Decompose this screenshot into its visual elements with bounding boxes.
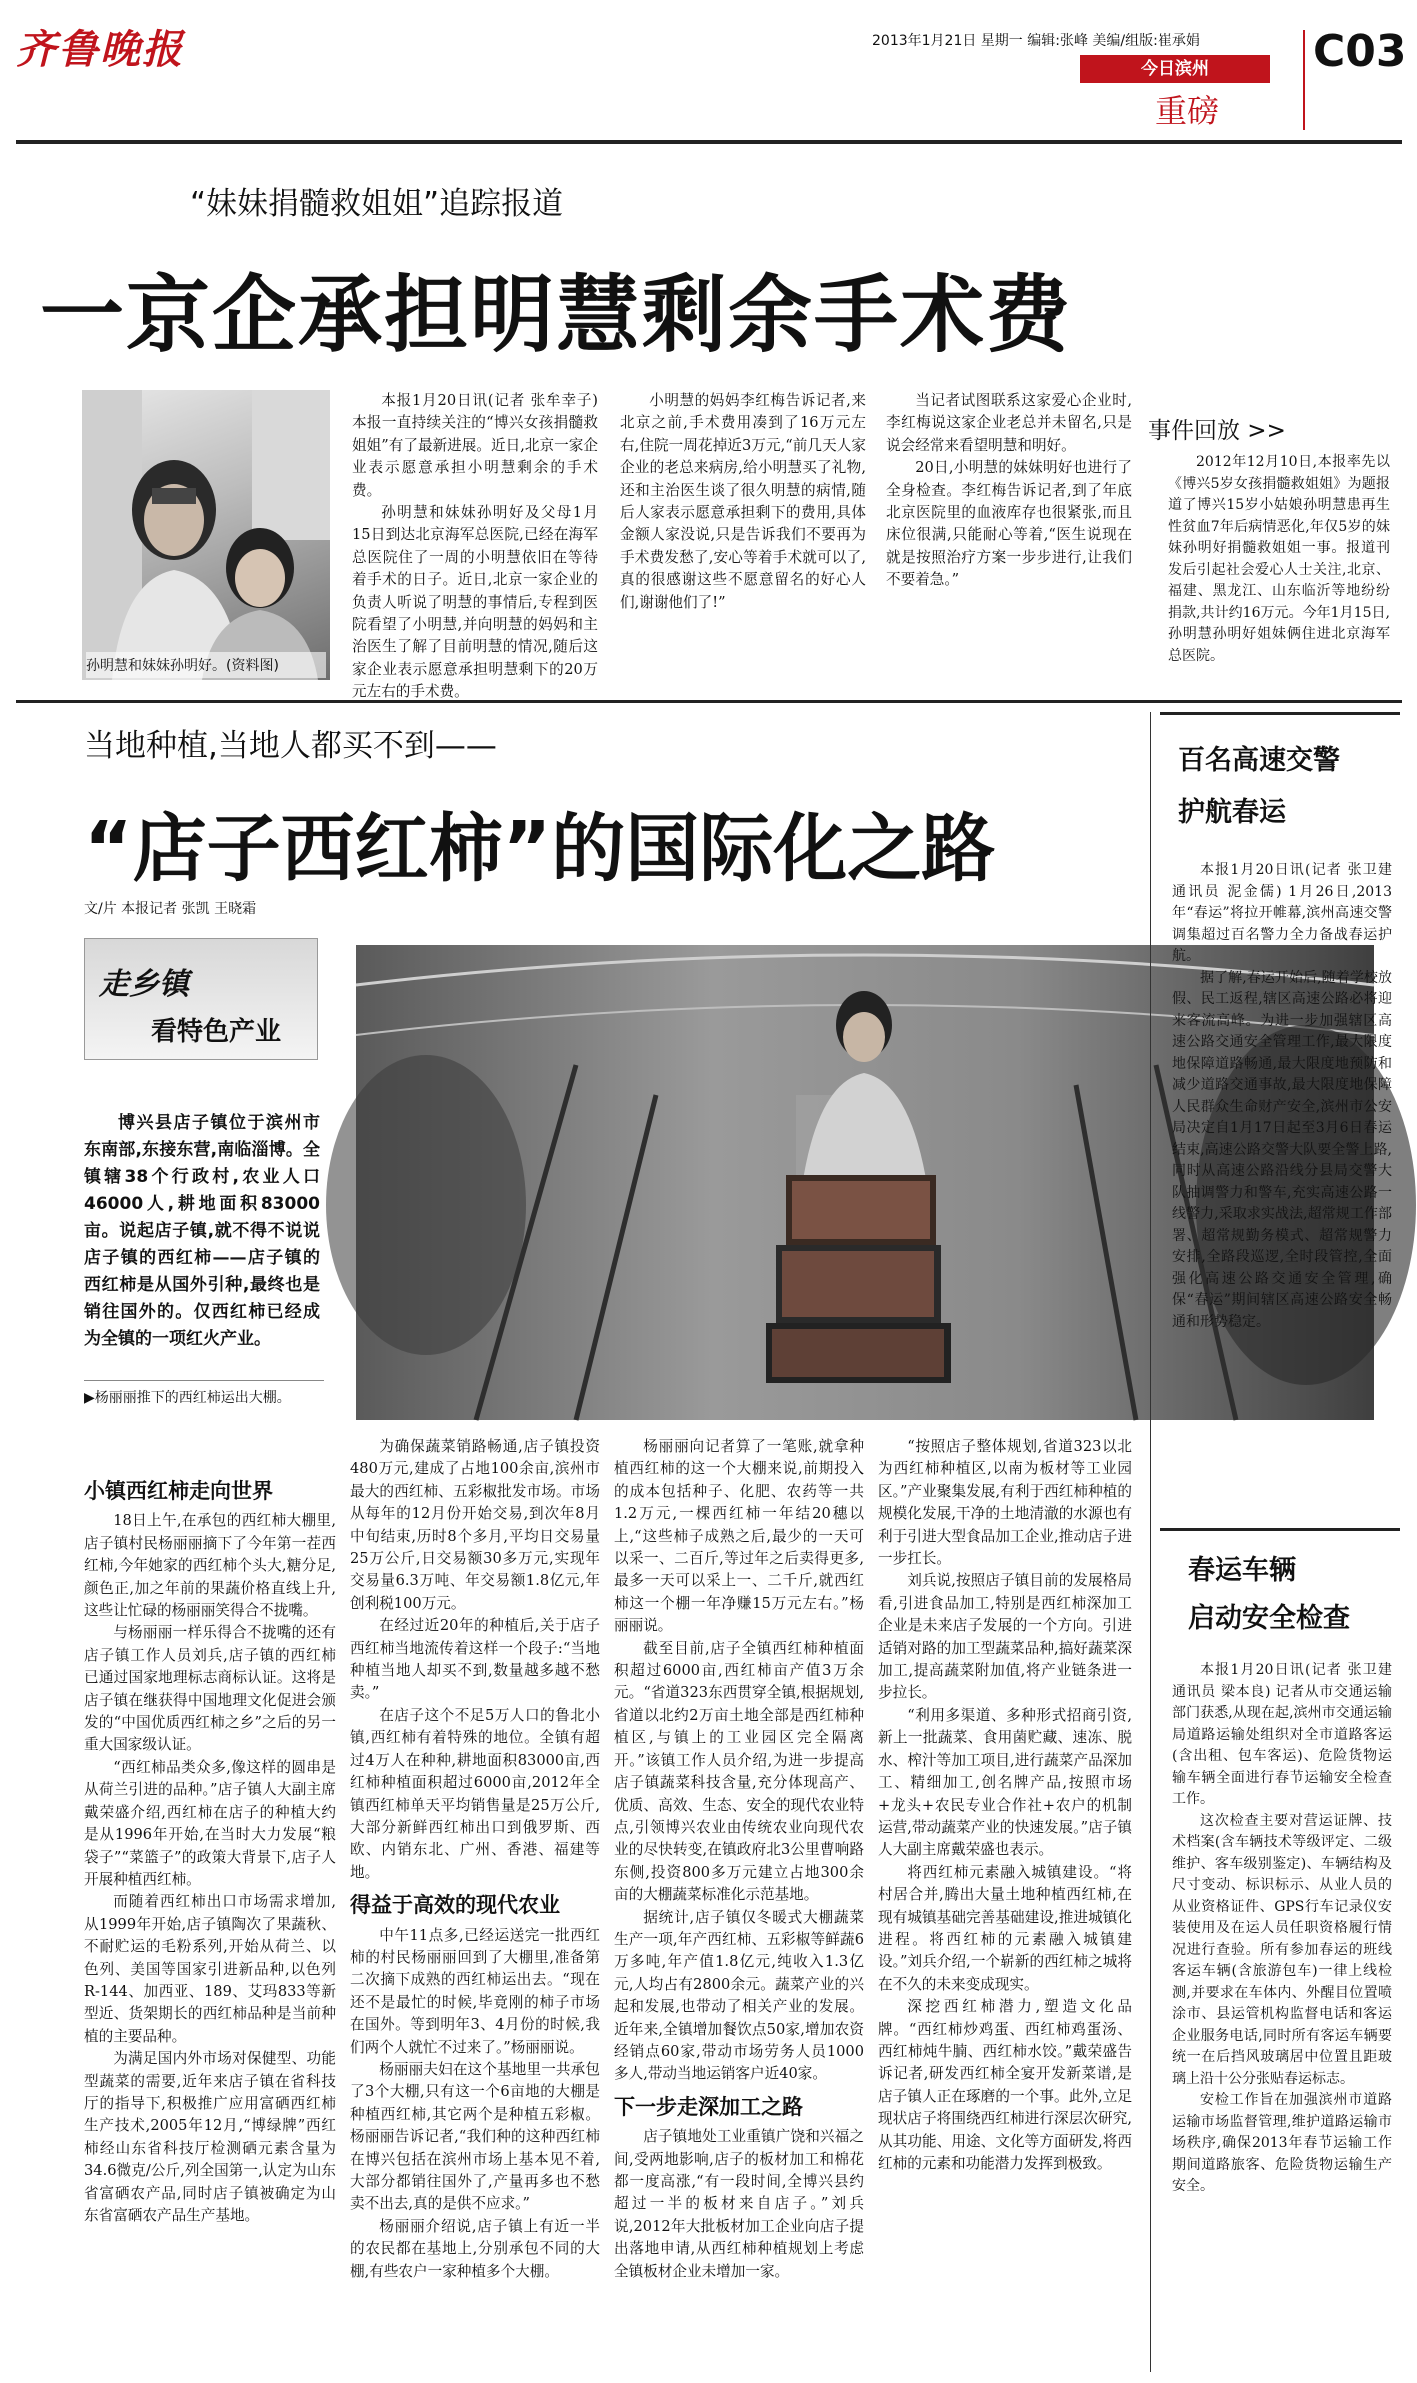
side1-headline-line1: 百名高速交警 bbox=[1178, 745, 1340, 776]
story1-paragraph: 小明慧的妈妈李红梅告诉记者,来北京之前,手术费用凑到了16万元左右,住院一周花掉近3万元,“前几天人家企业的老总来病房,给小明慧买了礼物,还和主治医生谈了很久明慧的病情,随后人家表示愿意承担剩下的费用,具体金额人家没说,只是告诉我们不要再为手术费发愁了,安心等着手术就可以了,真的很感谢这些不愿意留名的好心人们,谢谢他们了!” bbox=[620, 392, 866, 611]
story2-paragraph: “按照店子整体规划,省道323以北为西红柿种植区,以南为板材等工业园区。”产业聚集发展,有利于西红柿种植的规模化发展,干净的土地清澈的水源也有利于引进大型食品加工企业,推动店子进一步扛长。 bbox=[878, 1438, 1132, 1568]
story2-paragraph: 刘兵说,按照店子镇目前的发展格局看,引进食品加工,特别是西红柿深加工企业是未来店子发展的一个方向。引进适销对路的加工型蔬菜品种,搞好蔬菜深加工,提高蔬菜附加值,将产业链条进一步拉长。 bbox=[878, 1572, 1132, 1702]
section-heading: 得益于高效的现代农业 bbox=[350, 1893, 560, 1918]
story2-paragraph: 18日上午,在承包的西红柿大棚里,店子镇村民杨丽丽摘下了今年第一茬西红柿,今年她家的西红柿个头大,糖分足,颜色正,加之年前的果蔬价格直线上升,这些让忙碌的杨丽丽笑得合不拢嘴。 bbox=[84, 1512, 336, 1620]
column-banner bbox=[84, 938, 318, 1060]
story2-intro bbox=[84, 1110, 320, 1368]
story1-column-1 bbox=[352, 390, 598, 701]
event-review-text: 2012年12月10日,本报率先以《博兴5岁女孩捐髓救姐姐》为题报道了博兴15岁小姑娘孙明慧患再生性贫血7年后病情恶化,年仅5岁的妹妹孙明好捐髓救姐姐一事。报道刊发后引起社会爱心人士关注,北京、福建、黑龙江、山东临沂等地纷纷捐款,共计约16万元。今年1月15日,孙明慧孙明好姐妹俩住进北京海军总医院。 bbox=[1168, 454, 1390, 664]
page-number: C03 bbox=[1313, 26, 1407, 77]
section-heading: 小镇西红柿走向世界 bbox=[84, 1479, 273, 1503]
story2-column-2 bbox=[350, 1436, 600, 2370]
event-review-box bbox=[1168, 452, 1390, 682]
side1-body bbox=[1172, 860, 1392, 1520]
side2-paragraph: 本报1月20日讯(记者 张卫建 通讯员 梁本良) 记者从市交通运输部门获悉,从现在起,滨州市交通运输局道路运输处组织对全市道路客运(含出租、包车客运)、危险货物运输车辆全面进行春节运输安全检查工作。 bbox=[1172, 1662, 1392, 1807]
story2-paragraph: 杨丽丽介绍说,店子镇上有近一半的农民都在基地上,分别承包不同的大棚,有些农户一家种植多个大棚。 bbox=[350, 2217, 600, 2280]
story2-paragraph: 深挖西红柿潜力,塑造文化品牌。“西红柿炒鸡蛋、西红柿鸡蛋汤、西红柿炖牛腩、西红柿水饺。”戴荣盛告诉记者,研发西红柿全宴开发新菜谱,是店子镇人正在琢磨的一个事。此外,立足现状店子将围绕西红柿进行深层次研究,从其功能、用途、文化等方面研发,将西红柿的元素和功能潜力发挥到极致。 bbox=[878, 1998, 1132, 2172]
story2-paragraph: 在店子这个不足5万人口的鲁北小镇,西红柿有着特殊的地位。全镇有超过4万人在种种,耕地面积83000亩,西红柿种植面积超过6000亩,2012年全镇西红柿单天平均销售量是25万公斤,大部分新鲜西红柿出口到俄罗斯、西欧、内销东北、广州、香港、福建等地。 bbox=[350, 1706, 600, 1881]
story2-intro-text: 博兴县店子镇位于滨州市东南部,东接东营,南临淄博。全镇辖38个行政村,农业人口46000人,耕地面积83000亩。说起店子镇,就不得不说说店子镇的西红柿——店子镇的西红柿是从国外引种,最终也是销往国外的。仅西红柿已经成为全镇的一项红火产业。 bbox=[84, 1113, 320, 1349]
story1-kicker: “妹妹捐髓救姐姐”追踪报道 bbox=[190, 186, 564, 222]
story2-paragraph: “西红柿品类众多,像这样的圆串是从荷兰引进的品种。”店子镇人大副主席戴荣盛介绍,西红柿在店子的种植大约是从1996年开始,在当时大力发展“粮袋子”“菜篮子”的政策大背景下,店子人开展种植西红柿。 bbox=[84, 1758, 336, 1888]
side1-paragraph: 本报1月20日讯(记者 张卫建 通讯员 泥金儒) 1月26日,2013年“春运”将拉开帷幕,滨州高速交警调集超过百名警力全力备战春运护航。 bbox=[1172, 862, 1392, 964]
story1-paragraph: 当记者试图联系这家爱心企业时,李红梅说这家企业老总并未留名,只是说会经常来看望明慧和明好。 bbox=[886, 392, 1132, 454]
column-banner-subtitle: 看特色产业 bbox=[151, 1017, 282, 1047]
story2-paragraph: 与杨丽丽一样乐得合不拢嘴的还有店子镇工作人员刘兵,店子镇的西红柿已通过国家地理标志商标认证。这将是店子镇在继获得中国地理文化促进会颁发的“中国优质西红柿之乡”之后的另一重大国家级认证。 bbox=[84, 1624, 336, 1754]
side2-body bbox=[1172, 1660, 1392, 2368]
category-label: 重磅 bbox=[1155, 92, 1220, 130]
story1-paragraph: 20日,小明慧的妹妹明好也进行了全身检查。李红梅告诉记者,到了年底北京医院里的血液库存也很紧张,而且床位很满,只能耐心等着,“医生说现在就是按照治疗方案一步步进行,让我们不要着急。” bbox=[886, 459, 1132, 589]
story2-kicker: 当地种植,当地人都买不到—— bbox=[84, 728, 497, 764]
story1-photo-caption: 孙明慧和妹妹孙明好。(资料图) bbox=[86, 658, 279, 674]
story2-photo-caption: ▶杨丽丽推下的西红柿运出大棚。 bbox=[84, 1390, 291, 1406]
story2-paragraph: 为确保蔬菜销路畅通,店子镇投资480万元,建成了占地100余亩,滨州市最大的西红柿、五彩椒批发市场。市场从每年的12月份开始交易,到次年8月中旬结束,历时8个多月,平均日交易量 25万公斤,日交易额30多万元,实现年交易量6.3万吨、年交易额1.8亿元,年创利税100万元。 bbox=[350, 1438, 600, 1612]
story1-headline: 一京企承担明慧剩余手术费 bbox=[40, 266, 1073, 364]
column-banner-title: 走乡镇 bbox=[99, 967, 189, 1002]
story2-headline: “店子西红柿”的国际化之路 bbox=[84, 806, 996, 892]
section-heading: 下一步走深加工之路 bbox=[614, 2094, 803, 2119]
story2-paragraph: 在经过近20年的种植后,关于店子西红柿当地流传着这样一个段子:“当地种植当地人却买不到,数量越多越不愁卖。” bbox=[350, 1617, 600, 1702]
masthead-logo: 齐鲁晚报 bbox=[16, 26, 184, 73]
story1-column-2 bbox=[620, 390, 866, 690]
story2-column-3 bbox=[614, 1436, 864, 2370]
story2-paragraph: 截至目前,店子全镇西红柿种植面积超过6000亩,西红柿亩产值3万余元。“省道323东西贯穿全镇,根据规划,省道以北约2万亩土地全部是西红柿种植区,与镇上的工业园区完全隔离开。”该镇工作人员介绍,为进一步提高店子镇蔬菜科技含量,充分体现高产、优质、高效、生态、安全的现代农业特点,引领博兴农业由传统农业向现代农业的尽快转变,在镇政府北3公里曹响路东侧,投资800多万元建立占地300余亩的大棚蔬菜标准化示范基地。 bbox=[614, 1639, 864, 1904]
story2-paragraph: 为满足国内外市场对保健型、功能型蔬菜的需要,近年来店子镇在省科技厅的指导下,积极推广应用富硒西红柿生产技术,2005年12月,“博绿牌”西红柿经山东省科技厅检测硒元素含量为34.6微克/公斤,列全国第一,认定为山东省富硒农产品,同时店子镇被确定为山东省富硒农产品生产基地。 bbox=[84, 2050, 336, 2224]
story1-photo bbox=[82, 390, 330, 680]
side1-paragraph: 据了解,春运开始后,随着学校放假、民工返程,辖区高速公路必将迎来客流高峰。为进一步加强辖区高速公路交通安全管理工作,最大限度地保障道路畅通,最大限度地预防和减少道路交通事故,最大限度地保障人民群众生命财产安全,滨州市公安局决定自1月17日起至3月6日春运结束,高速公路交警大队要全警上路,同时从高速公路沿线分县局交警大队抽调警力和警车,充实高速公路一线警力,采取求实战法,超常规工作部署、超常规勤务模式、超常规警力安排,全路段巡逻,全时段管控,全面强化高速公路交通安全管理,确保“春运”期间辖区高速公路安全畅通和形势稳定。 bbox=[1172, 969, 1392, 1330]
section-label: 今日滨州 bbox=[1080, 55, 1270, 83]
side1-headline-line2: 护航春运 bbox=[1178, 797, 1286, 828]
story1-paragraph: 本报1月20日讯(记者 张牟幸子) 本报一直持续关注的“博兴女孩捐髓救姐姐”有了最新进展。近日,北京一家企业表示愿意承担小明慧剩余的手术费。 bbox=[352, 392, 598, 499]
story2-paragraph: 杨丽丽夫妇在这个基地里一共承包了3个大棚,只有这一个6亩地的大棚是种植西红柿,其它两个是种植五彩椒。杨丽丽告诉记者,“我们种的这种西红柿在博兴包括在滨州市场上基本见不着,大部分都销往国外了,产量再多也不愁卖不出去,真的是供不应求。” bbox=[350, 2060, 600, 2213]
story2-paragraph: 店子镇地处工业重镇广饶和兴福之间,受两地影响,店子的板材加工和棉花都一度高涨,“有一段时间,全博兴县约超过一半的板材来自店子。”刘兵说,2012年大批板材加工企业向店子提出落地申请,从西红柿种植规划上考虑全镇板材企业未增加一家。 bbox=[614, 2128, 864, 2280]
story2-paragraph: 据统计,店子镇仅冬暖式大棚蔬菜生产一项,年产西红柿、五彩椒等鲜蔬6万多吨,年产值1.8亿元,纯收入1.3亿元,人均占有2800余元。蔬菜产业的兴起和发展,也带动了相关产业的发展。近年来,全镇增加餐饮点50家,增加农资经销点60家,带动市场劳务人员1000多人,带动当地运销客户近40家。 bbox=[614, 1908, 864, 2083]
side2-paragraph: 这次检查主要对营运证牌、技术档案(含车辆技术等级评定、二级维护、客车级别鉴定)、车辆结构及尺寸变动、标识标示、从业人员的从业资格证件、GPS行车记录仪安装使用及在运人员任职资格履行情况进行查验。所有参加春运的班线客运车辆(含旅游包车)一律上线检测,并要求在车体内、外醒目位置喷涂市、县运管机构监督电话和客运企业服务电话,同时所有客运车辆要统一在后挡风玻璃居中位置且距玻璃上沿十公分张贴春运标志。 bbox=[1172, 1812, 1392, 2087]
story2-column-4 bbox=[878, 1436, 1132, 2370]
story2-paragraph: “利用多渠道、多种形式招商引资,新上一批蔬菜、食用菌贮藏、速冻、脱水、榨汁等加工项目,进行蔬菜产品深加工、精细加工,创名牌产品,按照市场+龙头+农民专业合作社+农户的机制运营,带动蔬菜产业的快速发展。”店子镇人大副主席戴荣盛也表示。 bbox=[878, 1706, 1132, 1859]
story2-paragraph: 中午11点多,已经运送完一批西红柿的村民杨丽丽回到了大棚里,准备第二次摘下成熟的西红柿运出去。“现在还不是最忙的时候,毕竟刚的柿子市场在国外。等到明年3、4月份的时候,我们两个人就忙不过来了。”杨丽丽说。 bbox=[350, 1926, 600, 2056]
side2-headline-line1: 春运车辆 bbox=[1188, 1555, 1296, 1586]
story2-column-1 bbox=[84, 1470, 336, 2370]
story1-paragraph: 孙明慧和妹妹孙明好及父母1月15日到达北京海军总医院,已经在海军总医院住了一周的小明慧依旧在等待着手术的日子。近日,北京一家企业的负责人听说了明慧的事情后,专程到医院看望了小明慧,并向明慧的妈妈和主治医生了解了目前明慧的情况,随后这家企业表示愿意承担明慧剩下的20万元左右的手术费。 bbox=[352, 504, 598, 701]
story2-paragraph: 而随着西红柿出口市场需求增加,从1999年开始,店子镇陶次了果蔬秋、不耐贮运的毛粉系列,开始从荷兰、以色列、美国等国家引进新品种,以色列R-144、加西亚、189、艾玛833等新型近、货架期长的西红柿品种是当前种植的主要品种。 bbox=[84, 1893, 336, 2045]
story2-paragraph: 将西红柿元素融入城镇建设。“将村居合并,腾出大量土地种植西红柿,在现有城镇基础完善基础建设,推进城镇化进程。将西红柿的元素融入城镇建设。”刘兵介绍,一个崭新的西红柿之城将在不久的未来变成现实。 bbox=[878, 1863, 1132, 1993]
side2-headline-line2: 启动安全检查 bbox=[1188, 1603, 1350, 1634]
story2-byline: 文/片 本报记者 张凯 王晓霜 bbox=[84, 901, 257, 917]
event-review-title: 事件回放 >> bbox=[1148, 418, 1286, 444]
story2-paragraph: 杨丽丽向记者算了一笔账,就拿种植西红柿的这一个大棚来说,前期投入的成本包括种子、化肥、农药等一共1.2万元,一棵西红柿一年结20穗以上,“这些柿子成熟之后,最少的一天可以采一、二百斤,等过年之后卖得更多,最多一天可以采上一、二千斤,就西红柿这一个棚一年净赚15万元左右。”杨丽丽说。 bbox=[614, 1438, 864, 1635]
side2-paragraph: 安检工作旨在加强滨州市道路运输市场监督管理,维护道路运输市场秩序,确保2013年春节运输工作期间道路旅客、危险货物运输生产安全。 bbox=[1172, 2092, 1392, 2194]
story1-column-3 bbox=[886, 390, 1132, 690]
date-info: 2013年1月21日 星期一 编辑:张峰 美编/组版:崔承娟 bbox=[872, 33, 1200, 49]
